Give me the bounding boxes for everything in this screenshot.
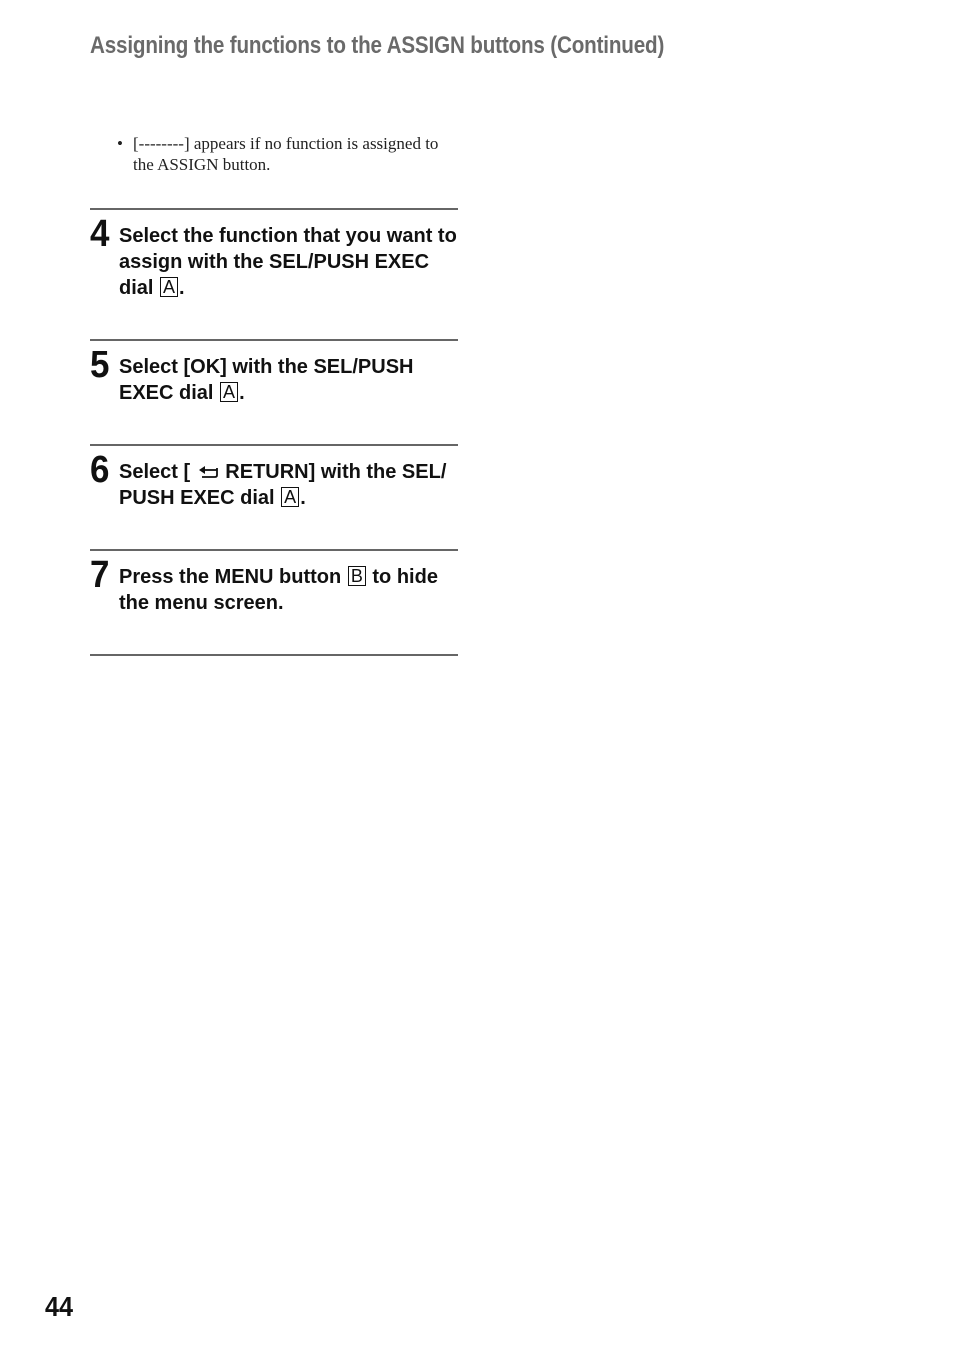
divider — [90, 654, 458, 656]
step-instruction — [119, 354, 464, 406]
bullet-note — [117, 133, 462, 175]
step-instruction — [119, 564, 464, 616]
step-instruction — [119, 459, 464, 511]
step-text-end: . — [300, 487, 306, 509]
step-text-end: . — [179, 277, 185, 299]
divider — [90, 339, 458, 341]
step-instruction — [119, 223, 464, 301]
step-number: 5 — [90, 344, 110, 386]
return-arrow-icon — [196, 461, 220, 477]
divider — [90, 208, 458, 210]
step-number: 4 — [90, 213, 110, 255]
key-label-b: B — [348, 566, 366, 586]
step-text-end: . — [239, 382, 245, 404]
step-text-start: Select [ — [119, 461, 191, 483]
note-text: [--------] appears if no function is assigned to the ASSIGN button. — [133, 134, 439, 174]
step-text: RETURN] with the SEL/ PUSH EXEC dial — [119, 461, 447, 509]
key-label-a: A — [160, 277, 178, 297]
step-text-end: to hide the menu screen. — [119, 566, 438, 614]
bullet-marker: • — [117, 134, 123, 153]
divider — [90, 549, 458, 551]
key-label-a: A — [281, 487, 299, 507]
step-number: 6 — [90, 449, 110, 491]
step-text: Press the MENU button — [119, 566, 342, 588]
page-header-title: Assigning the functions to the ASSIGN buttons (Continued) — [90, 32, 665, 59]
step-text: Select [OK] with the SEL/PUSH EXEC dial — [119, 356, 414, 404]
step-text: Select the function that you want to assign with the SEL/PUSH EXEC dial — [119, 225, 457, 299]
page-number: 44 — [45, 1291, 74, 1322]
step-number: 7 — [90, 554, 110, 596]
key-label-a: A — [220, 382, 238, 402]
divider — [90, 444, 458, 446]
